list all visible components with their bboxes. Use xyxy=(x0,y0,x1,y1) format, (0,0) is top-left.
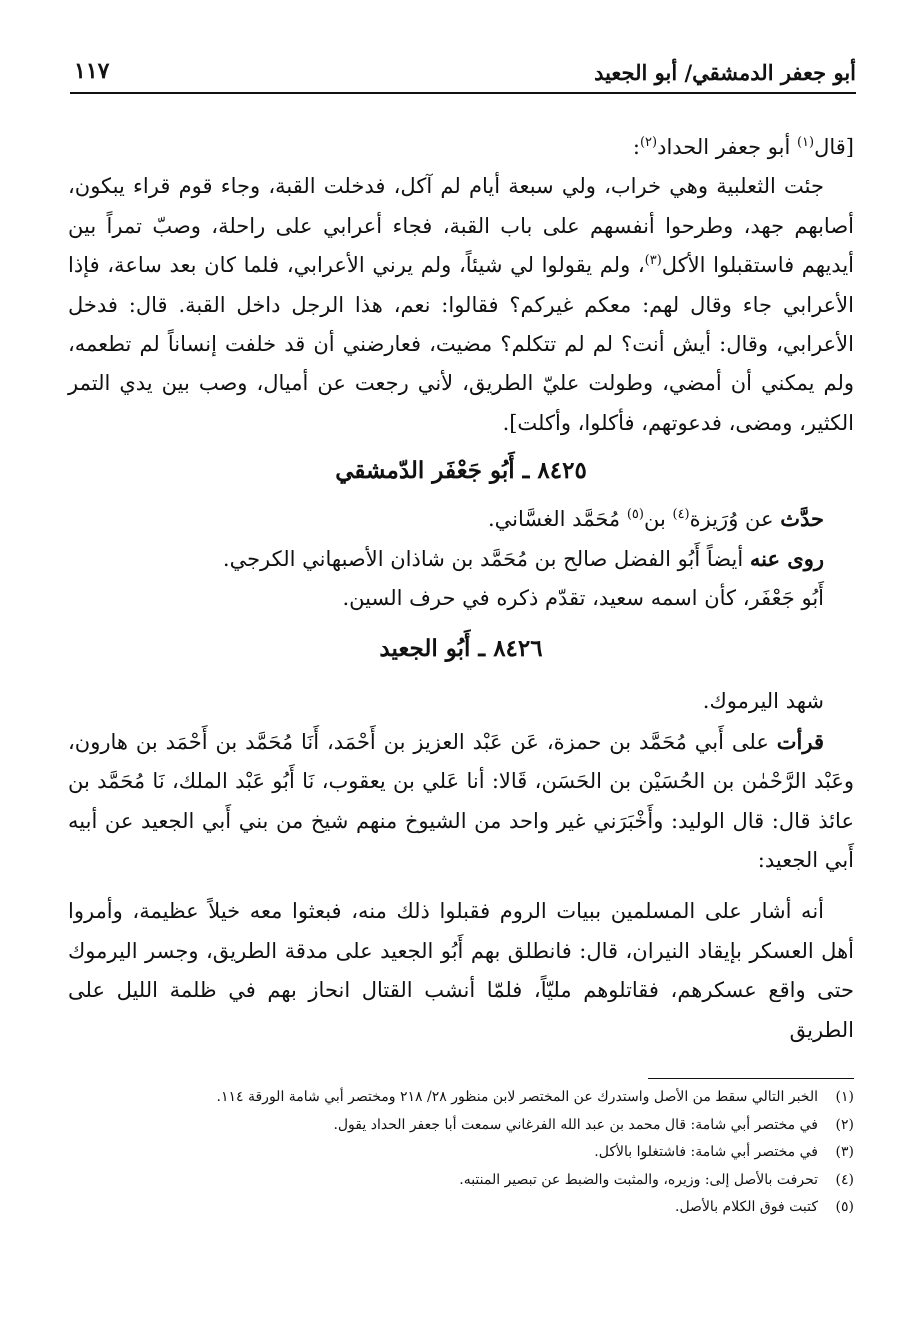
rawa-anhu-text: أيضاً أَبُو الفضل صالح بن مُحَمَّد بن شاذان الأصبهاني الكرجي. xyxy=(222,547,750,572)
footnote-number: (١) xyxy=(835,1089,854,1105)
footnote-item xyxy=(68,1084,854,1112)
narrative-paragraph: أنه أشار على المسلمين ببيات الروم فقبلوا ذلك منه، فبعثوا معه خيلاً عظيمة، وأمروا أهل العسكر بإيقاد النيران، قال: فانطلق بهم أَبُو الجعيد على مدقة الطريق، وجسر اليرموك حتى واقع عسكرهم، فقاتلوهم مليّاً، فلمّا أنشب القتال انحاز بهم في ظلمة الليل على الطريق xyxy=(68,899,854,1042)
haddath-text-b: بن xyxy=(643,506,673,531)
opening-line xyxy=(68,128,854,167)
opening-speaker: [قال xyxy=(814,135,854,159)
footnote-ref-1: (١) xyxy=(796,135,815,150)
rawa-anhu-lead: روى عنه xyxy=(749,546,824,572)
haddath-text-a: عن وُرَيزة xyxy=(689,506,781,531)
footnote-number: (٣) xyxy=(835,1144,854,1160)
story-text-part1: جئت الثعلبية وهي خراب، ولي سبعة أيام لم آكل، فدخلت القبة، وجاء قوم قراء يبكون، أصابهم جهد، وطرحوا أنفسهم على باب القبة، فجاء أعرابي على راحلة، وصبّ تمراً بين أيديهم فاستقبلوا الأكل xyxy=(68,174,854,278)
entry-title-8425: ٨٤٢٥ ـ أَبُو جَعْفَر الدّمشقي xyxy=(335,457,587,485)
footnote-number: (٤) xyxy=(835,1171,854,1188)
footnote-ref-4: (٤) xyxy=(672,506,690,522)
haddath-lead: حدَّث xyxy=(780,505,824,531)
footnote-ref-3: (٣) xyxy=(644,253,662,269)
page-header xyxy=(70,52,856,94)
entry-8425-line1 xyxy=(68,499,854,539)
story-paragraph xyxy=(68,167,854,443)
footnote-ref-2: (٢) xyxy=(639,135,658,150)
isnad-text: على أَبي مُحَمَّد بن حمزة، عَن عَبْد العزيز بن أَحْمَد، أَنَا مُحَمَّد بن أَحْمَد بن هارون، وعَبْد الرَّحْمٰن بن الحُسَيْن بن الحَسَن، قَالا: أنا عَلي بن يعقوب، نَا أَبُو عَبْد الملك، نَا مُحَمَّد بن عائذ قال: قال الوليد: وأَخْبَرَني غير واحد من الشيوخ منهم شيخ من بني أَبي الجعيد عن أبيه أَبي الجعيد: xyxy=(68,729,854,872)
running-title: أبو جعفر الدمشقي/ أبو الجعيد xyxy=(594,60,856,85)
haddath-text-c: مُحَمَّد الغسَّاني. xyxy=(487,506,627,531)
footnote-item xyxy=(68,1112,854,1140)
page-number: ١١٧ xyxy=(74,58,110,84)
entry-8425-line2 xyxy=(68,539,854,579)
paragraph-gap xyxy=(68,880,854,892)
footnote-text: في مختصر أبي شامة: فاشتغلوا بالأكل. xyxy=(594,1144,818,1160)
footnote-ref-5: (٥) xyxy=(626,506,644,522)
opening-colon: : xyxy=(632,135,640,159)
opening-name: أبو جعفر الحداد xyxy=(657,135,797,159)
footnote-text: تحرفت بالأصل إلى: وزيره، والمثبت والضبط عن تبصير المنتبه. xyxy=(459,1171,818,1188)
footnote-number: (٢) xyxy=(835,1116,854,1133)
footnote-item xyxy=(68,1194,854,1222)
footnote-number: (٥) xyxy=(835,1199,854,1215)
footnote-divider xyxy=(648,1078,854,1079)
qaratu-lead: قرأت xyxy=(776,728,824,754)
footnote-item xyxy=(68,1167,854,1195)
story-text-part2: ، ولم يقولوا لي شيئاً، ولم يرني الأعرابي، فلما كان بعد ساعة، فإذا الأعرابي جاء وقال لهم: معكم غيركم؟ فقالوا: نعم، هذا الرجل داخل القبة. قال: فدخل الأعرابي، وقال: أيش أنت؟ لم لم تتكلم؟ مضيت، فعارضني أن قد خلفت إنساناً لم تطعمه، ولم يمكني أن أمضي، وطولت عليّ الطريق، لأني رجعت عن أميال، وصب بين يدي التمر الكثير، ومضى، فدعوتهم، فأكلوا، وأكلت]. xyxy=(68,253,854,435)
footnote-text: في مختصر أبي شامة: قال محمد بن عبد الله الفرغاني سمعت أبا جعفر الحداد يقول. xyxy=(333,1116,818,1133)
main-text xyxy=(68,128,854,1050)
entry-8426-line1: شهد اليرموك. xyxy=(702,689,824,714)
footnote-text: كتبت فوق الكلام بالأصل. xyxy=(675,1199,818,1215)
footnote-item xyxy=(68,1139,854,1167)
entry-title-8426: ٨٤٢٦ ـ أَبُو الجعيد xyxy=(379,634,543,662)
isnad-paragraph xyxy=(68,722,854,881)
footnote-text: الخبر التالي سقط من الأصل واستدرك عن المختصر لابن منظور ٢٨/ ٢١٨ ومختصر أبي شامة الورقة ١١٤. xyxy=(216,1089,818,1105)
entry-8425-line3: أَبُو جَعْفَر، كأن اسمه سعيد، تقدّم ذكره في حرف السين. xyxy=(342,586,824,611)
footnotes xyxy=(68,1084,854,1222)
